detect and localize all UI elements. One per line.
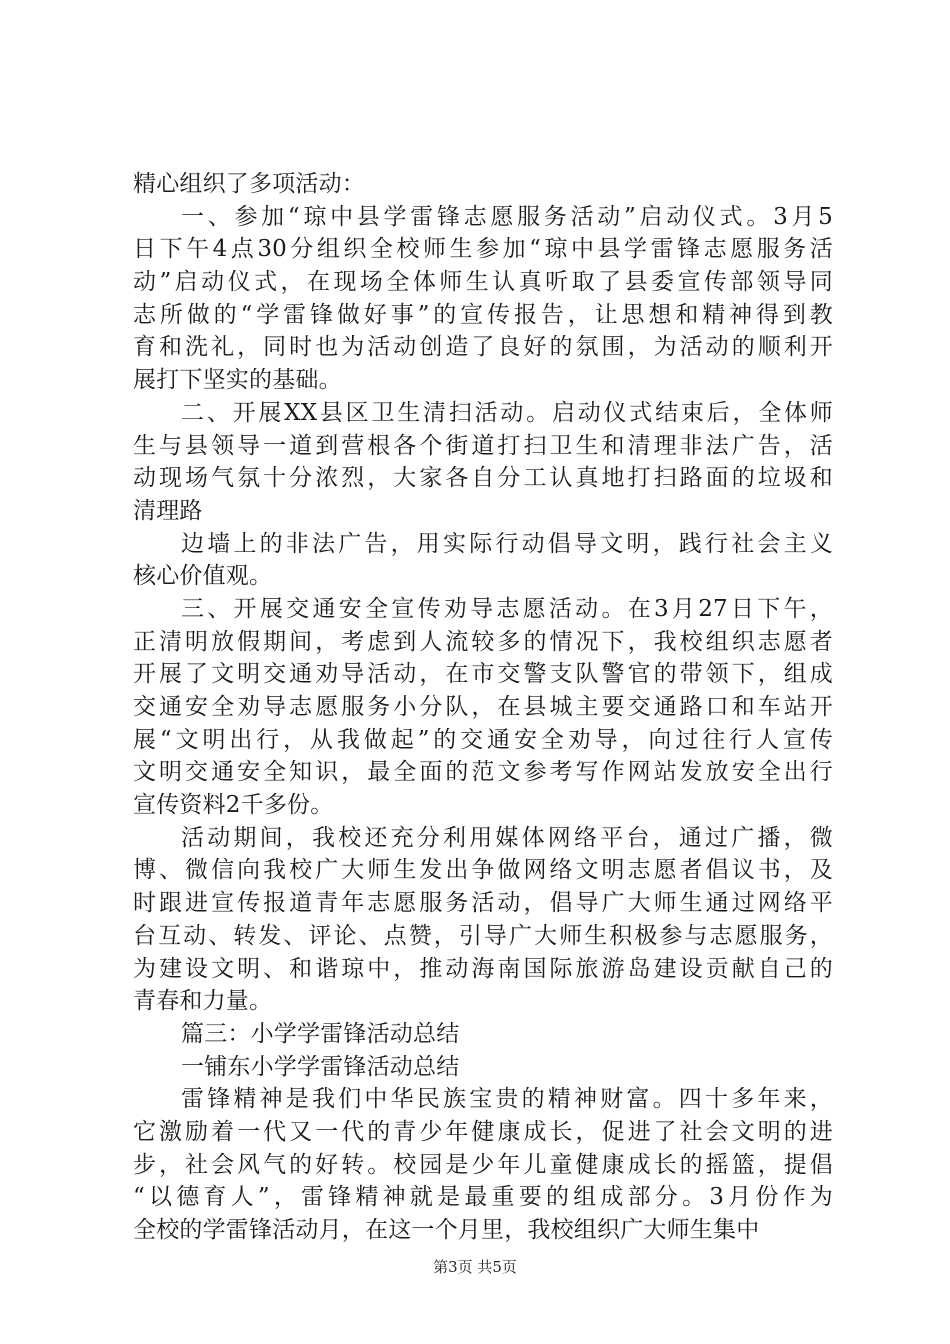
text-line: 博、微信向我校广大师生发出争做网络文明志愿者倡议书，及: [133, 857, 833, 884]
text-line: 精心组织了多项活动：: [133, 171, 365, 197]
text-line: 全校的学雷锋活动月，在这一个月里，我校组织广大师生集中: [133, 1217, 760, 1243]
text-line: 青春和力量。: [133, 988, 273, 1015]
text-line: 时跟进宣传报道青年志愿服务活动，倡导广大师生通过网络平: [133, 890, 833, 917]
text-line: 雷锋精神是我们中华民族宝贵的精神财富。四十多年来，: [181, 1086, 833, 1113]
text-line: 活动期间，我校还充分利用媒体网络平台，通过广播，微: [181, 824, 833, 851]
text-line: 日下午4点30分组织全校师生参加“琼中县学雷锋志愿服务活: [133, 236, 833, 263]
text-line: 开展了文明交通劝导活动，在市交警支队警官的带领下，组成: [133, 661, 833, 688]
text-line: “以德育人”，雷锋精神就是最重要的组成部分。3月份作为: [133, 1184, 833, 1211]
text-line: 台互动、转发、评论、点赞，引导广大师生积极参与志愿服务，: [133, 922, 833, 949]
text-line: 二、开展XX县区卫生清扫活动。启动仪式结束后，全体师: [181, 399, 833, 426]
text-line: 文明交通安全知识，最全面的范文参考写作网站发放安全出行: [133, 759, 833, 786]
page-footer: 第3页 共5页: [433, 1258, 517, 1276]
text-line: 动现场气氛十分浓烈，大家各自分工认真地打扫路面的垃圾和: [133, 465, 833, 492]
text-line: 育和洗礼，同时也为活动创造了良好的氛围，为活动的顺利开: [133, 334, 833, 361]
text-line: 展“文明出行，从我做起”的交通安全劝导，向过往行人宣传: [133, 726, 833, 753]
text-line: 为建设文明、和谐琼中，推动海南国际旅游岛建设贡献自己的: [133, 955, 833, 982]
text-line: 正清明放假期间，考虑到人流较多的情况下，我校组织志愿者: [133, 628, 833, 655]
text-line: 边墙上的非法广告，用实际行动倡导文明，践行社会主义: [181, 530, 833, 557]
text-line: 交通安全劝导志愿服务小分队，在县城主要交通路口和车站开: [133, 694, 833, 720]
document-body: [133, 168, 833, 1247]
text-line: 它激励着一代又一代的青少年健康成长，促进了社会文明的进: [133, 1118, 833, 1145]
text-line: 步，社会风气的好转。校园是少年儿童健康成长的摇篮，提倡: [133, 1151, 833, 1178]
text-line: 篇三：小学学雷锋活动总结: [181, 1020, 460, 1047]
text-line: 一铺东小学学雷锋活动总结: [181, 1053, 460, 1080]
text-line: 清理路: [133, 497, 203, 524]
text-line: 一、参加“琼中县学雷锋志愿服务活动”启动仪式。3月5: [181, 203, 833, 230]
text-line: 志所做的“学雷锋做好事”的宣传报告，让思想和精神得到教: [133, 301, 833, 328]
text-line: 生与县领导一道到营根各个街道打扫卫生和清理非法广告，活: [133, 432, 833, 459]
text-line: 动”启动仪式，在现场全体师生认真听取了县委宣传部领导同: [133, 269, 833, 296]
text-line: 三、开展交通安全宣传劝导志愿活动。在3月27日下午，: [181, 595, 833, 622]
text-line: 宣传资料2千多份。: [133, 792, 334, 819]
text-line: 展打下坚实的基础。: [133, 367, 342, 394]
text-line: 核心价值观。: [133, 563, 273, 590]
